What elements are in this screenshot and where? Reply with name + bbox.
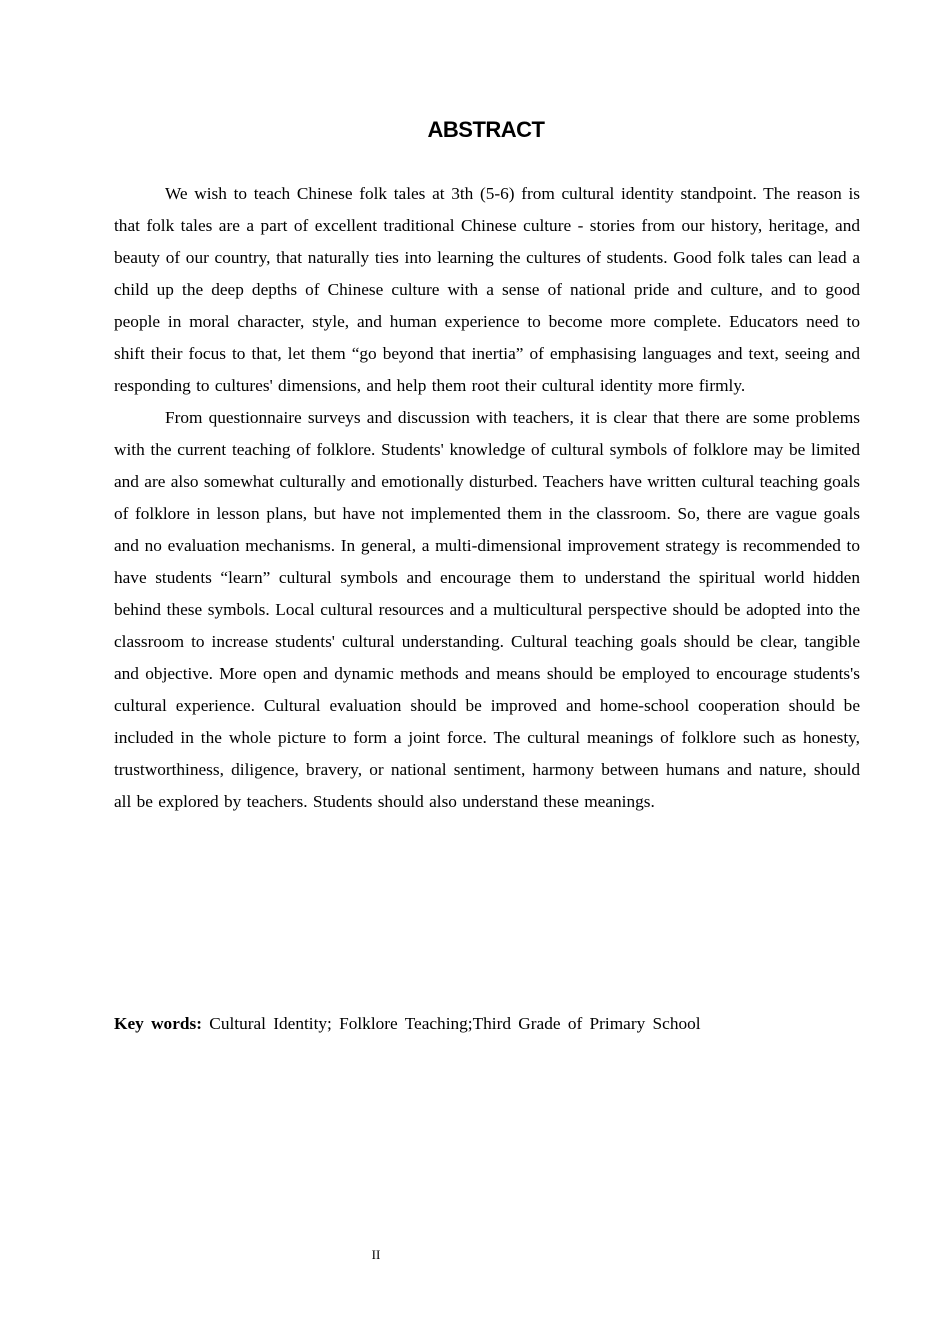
abstract-body (114, 178, 860, 818)
abstract-title: ABSTRACT (427, 117, 545, 142)
keywords-label: Key words: (114, 1014, 202, 1033)
page-number: II (371, 1247, 381, 1262)
keywords-text: Cultural Identity; Folklore Teaching;Third Grade of Primary School (209, 1014, 701, 1033)
keywords-line (114, 1008, 860, 1040)
abstract-paragraph-2: From questionnaire surveys and discussion with teachers, it is clear that there are some problems with the current teaching of folklore. Students' knowledge of cultural symbols of folklore may be limited and are also somewhat culturally and emotionally disturbed. Teachers have written cultural teaching goals of folklore in lesson plans, but have not implemented them in the classroom. So, there are vague goals and no evaluation mechanisms. In general, a multi-dimensional improvement strategy is recommended to have students “learn” cultural symbols and encourage them to understand the spiritual world hidden behind these symbols. Local cultural resources and a multicultural perspective should be adopted into the classroom to increase students' cultural understanding. Cultural teaching goals should be clear, tangible and objective. More open and dynamic methods and means should be employed to encourage students's cultural experience. Cultural evaluation should be improved and home-school cooperation should be included in the whole picture to form a joint force. The cultural meanings of folklore such as honesty, trustworthiness, diligence, bravery, or national sentiment, harmony between humans and nature, should all be explored by teachers. Students should also understand these meanings. (114, 408, 860, 811)
abstract-paragraph-1: We wish to teach Chinese folk tales at 3th (5-6) from cultural identity standpoint. The reason is that folk tales are a part of excellent traditional Chinese culture - stories from our history, heritage, and beauty of our country, that naturally ties into learning the cultures of students. Good folk tales can lead a child up the deep depths of Chinese culture with a sense of national pride and culture, and to good people in moral character, style, and human experience to become more complete. Educators need to shift their focus to that, let them “go beyond that inertia” of emphasising languages and text, seeing and responding to cultures' dimensions, and help them root their cultural identity more firmly. (114, 184, 860, 395)
